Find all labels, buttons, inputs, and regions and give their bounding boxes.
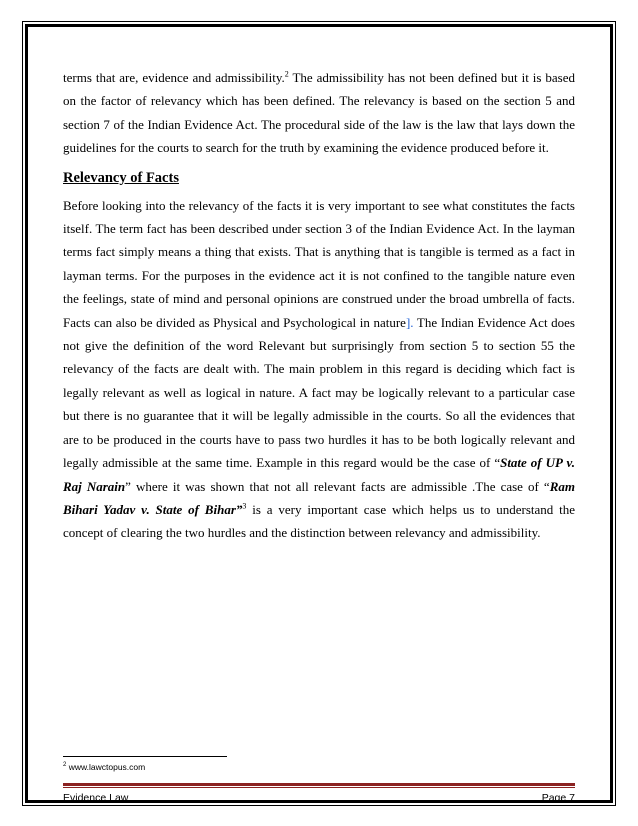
section-heading: Relevancy of Facts [63,169,179,186]
footnote-link[interactable]: www.lawctopus.com [66,762,146,772]
footer-rule-thin [63,787,575,788]
paragraph-intro: terms that are, evidence and admissibility.$^2$ The admissibility has not been defined but it is based on the factor of relevancy which has been defined. The relevancy is based on the section 5 and section 7 of the Indian Evidence Act. The procedural side of the law is the law that lays down the guidelines for the courts to search for the truth by examining the evidence produced before it. [63,69,575,156]
citation-bracket: ]. [405,314,414,330]
footer-rule [63,783,575,786]
page-number: Page 7 [541,792,575,804]
paragraph-relevancy: Before looking into the relevancy of the facts it is very important to see what constitutes the facts itself. The term fact has been described under section 3 of the Indian Evidence Act. In the layman terms fact simply means a thing that exists. That is anything that is tangible is termed as a fact in layman terms. For the purposes in the evidence act it is not confined to the tangible nature even the feelings, state of mind and personal opinions are construed under the broad umbrella of facts. Facts can also be divided as Physical and Psychological in nature]. The Indian Evidence Act does not give the definition of the word Relevant but surprisingly from section 5 to section 55 the relevancy of the facts are dealt with. The main problem in this regard is deciding which fact is legally relevant as well as logical in nature. A fact may be logically relevant to a particular case but there is no guarantee that it will be legally admissible in the courts. So all the evidences that are to be produced in the courts have to pass two hurdles it has to be both logically relevant and legally admissible at the same time. Example in this regard would be the case of “State of UP v. Raj Narain” where it was shown that not all relevant facts are admissible .The case of “Ram Bihari Yadav v. State of Bihar”$^3$ is a very important case which helps us to understand the concept of clearing the two hurdles and the distinction between relevancy and admissibility. [63,197,576,541]
case-name-raj-narain: State of UP v. Raj Narain [63,455,576,494]
document-body [63,66,575,545]
footnote-ref[interactable]: 3 [242,501,247,511]
footnote-separator [63,756,227,757]
case-name-ram-bihari: Ram Bihari Yadav v. State of Bihar” [63,478,575,517]
page-footer [63,792,575,804]
footnote: $^2$ www.lawctopus.com [63,762,146,772]
footnote-ref[interactable]: 2 [284,69,289,79]
footer-title: Evidence Law [63,792,129,804]
